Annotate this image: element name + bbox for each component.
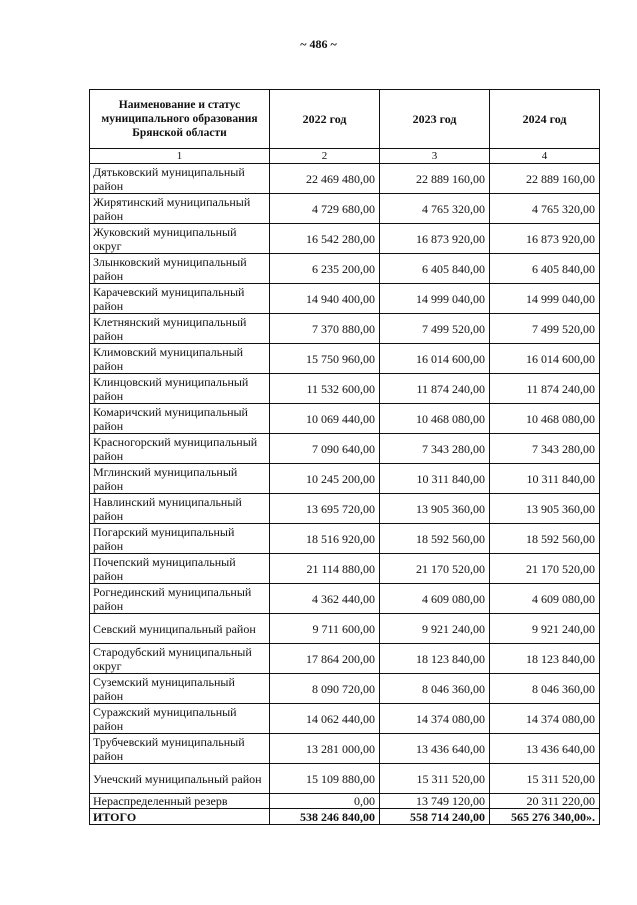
table-row (90, 224, 600, 254)
value-2024: 9 921 240,00 (490, 614, 600, 644)
total-2024: 565 276 340,00». (490, 809, 600, 825)
table-row (90, 734, 600, 764)
value-2022: 21 114 880,00 (270, 554, 380, 584)
value-2023: 18 123 840,00 (380, 644, 490, 674)
column-number: 4 (490, 149, 600, 164)
table-row (90, 584, 600, 614)
value-2024: 18 123 840,00 (490, 644, 600, 674)
column-number-row (90, 149, 600, 164)
value-2022: 15 109 880,00 (270, 764, 380, 794)
municipality-name: Злынковский муниципальный район (90, 254, 270, 284)
column-number: 3 (380, 149, 490, 164)
municipality-name: Клинцовский муниципальный район (90, 374, 270, 404)
value-2022: 4 362 440,00 (270, 584, 380, 614)
value-2023: 13 749 120,00 (380, 794, 490, 809)
municipality-name: Клетнянский муниципальный район (90, 314, 270, 344)
value-2024: 4 609 080,00 (490, 584, 600, 614)
municipality-name: Дятьковский муниципальный район (90, 164, 270, 194)
value-2024: 22 889 160,00 (490, 164, 600, 194)
table-row (90, 614, 600, 644)
value-2023: 22 889 160,00 (380, 164, 490, 194)
value-2022: 14 940 400,00 (270, 284, 380, 314)
municipality-name: Стародубский муниципальный округ (90, 644, 270, 674)
value-2023: 7 343 280,00 (380, 434, 490, 464)
value-2024: 10 311 840,00 (490, 464, 600, 494)
municipality-name: Мглинский муниципальный район (90, 464, 270, 494)
value-2024: 15 311 520,00 (490, 764, 600, 794)
municipality-name: Навлинский муниципальный район (90, 494, 270, 524)
municipality-name: Трубчевский муниципальный район (90, 734, 270, 764)
value-2023: 4 765 320,00 (380, 194, 490, 224)
municipality-name: Жирятинский муниципальный район (90, 194, 270, 224)
value-2022: 7 090 640,00 (270, 434, 380, 464)
value-2022: 22 469 480,00 (270, 164, 380, 194)
value-2022: 14 062 440,00 (270, 704, 380, 734)
value-2023: 13 436 640,00 (380, 734, 490, 764)
municipality-name: Почепский муниципальный район (90, 554, 270, 584)
value-2024: 18 592 560,00 (490, 524, 600, 554)
value-2024: 13 436 640,00 (490, 734, 600, 764)
value-2022: 13 281 000,00 (270, 734, 380, 764)
value-2022: 17 864 200,00 (270, 644, 380, 674)
table-row (90, 314, 600, 344)
value-2024: 16 873 920,00 (490, 224, 600, 254)
table-row (90, 344, 600, 374)
value-2022: 16 542 280,00 (270, 224, 380, 254)
value-2022: 10 245 200,00 (270, 464, 380, 494)
municipality-name: Унечский муниципальный район (90, 764, 270, 794)
municipality-name: Севский муниципальный район (90, 614, 270, 644)
value-2023: 4 609 080,00 (380, 584, 490, 614)
value-2022: 11 532 600,00 (270, 374, 380, 404)
municipality-name: Карачевский муниципальный район (90, 284, 270, 314)
value-2024: 6 405 840,00 (490, 254, 600, 284)
value-2024: 20 311 220,00 (490, 794, 600, 809)
table-row (90, 404, 600, 434)
table-row (90, 194, 600, 224)
table-row (90, 464, 600, 494)
budget-table (89, 89, 600, 825)
value-2023: 11 874 240,00 (380, 374, 490, 404)
value-2023: 21 170 520,00 (380, 554, 490, 584)
value-2024: 7 343 280,00 (490, 434, 600, 464)
value-2024: 14 999 040,00 (490, 284, 600, 314)
table-row (90, 284, 600, 314)
value-2023: 18 592 560,00 (380, 524, 490, 554)
table-row (90, 434, 600, 464)
header-2022: 2022 год (270, 90, 380, 149)
value-2022: 8 090 720,00 (270, 674, 380, 704)
table-row (90, 764, 600, 794)
table-row (90, 494, 600, 524)
total-row (90, 809, 600, 825)
value-2022: 7 370 880,00 (270, 314, 380, 344)
value-2024: 21 170 520,00 (490, 554, 600, 584)
value-2023: 14 999 040,00 (380, 284, 490, 314)
table-row (90, 524, 600, 554)
value-2024: 11 874 240,00 (490, 374, 600, 404)
table-row (90, 164, 600, 194)
header-2024: 2024 год (490, 90, 600, 149)
table-row (90, 374, 600, 404)
value-2023: 9 921 240,00 (380, 614, 490, 644)
column-number: 1 (90, 149, 270, 164)
value-2022: 10 069 440,00 (270, 404, 380, 434)
page-number: ~ 486 ~ (300, 37, 337, 51)
value-2022: 18 516 920,00 (270, 524, 380, 554)
table-row (90, 794, 600, 809)
value-2022: 9 711 600,00 (270, 614, 380, 644)
value-2023: 16 014 600,00 (380, 344, 490, 374)
municipality-name: Нераспределенный резерв (90, 794, 270, 809)
value-2022: 15 750 960,00 (270, 344, 380, 374)
header-2023: 2023 год (380, 90, 490, 149)
value-2023: 13 905 360,00 (380, 494, 490, 524)
table-row (90, 674, 600, 704)
municipality-name: Комаричский муниципальный район (90, 404, 270, 434)
value-2024: 8 046 360,00 (490, 674, 600, 704)
header-row (90, 90, 600, 149)
value-2022: 6 235 200,00 (270, 254, 380, 284)
value-2023: 8 046 360,00 (380, 674, 490, 704)
municipality-name: Суражский муниципальный район (90, 704, 270, 734)
municipality-name: Жуковский муниципальный округ (90, 224, 270, 254)
total-2023: 558 714 240,00 (380, 809, 490, 825)
table-body (90, 164, 600, 809)
value-2023: 10 311 840,00 (380, 464, 490, 494)
municipality-name: Погарский муниципальный район (90, 524, 270, 554)
municipality-name: Климовский муниципальный район (90, 344, 270, 374)
table-row (90, 704, 600, 734)
municipality-name: Рогнединский муниципальный район (90, 584, 270, 614)
value-2024: 14 374 080,00 (490, 704, 600, 734)
value-2023: 7 499 520,00 (380, 314, 490, 344)
value-2024: 10 468 080,00 (490, 404, 600, 434)
total-label: ИТОГО (90, 809, 270, 825)
value-2022: 0,00 (270, 794, 380, 809)
total-2022: 538 246 840,00 (270, 809, 380, 825)
table-row (90, 554, 600, 584)
value-2022: 13 695 720,00 (270, 494, 380, 524)
value-2023: 14 374 080,00 (380, 704, 490, 734)
value-2024: 7 499 520,00 (490, 314, 600, 344)
column-number: 2 (270, 149, 380, 164)
table-row (90, 254, 600, 284)
value-2024: 13 905 360,00 (490, 494, 600, 524)
header-municipality: Наименование и статус муниципального образования Брянской области (90, 90, 270, 149)
value-2024: 4 765 320,00 (490, 194, 600, 224)
value-2023: 10 468 080,00 (380, 404, 490, 434)
table-row (90, 644, 600, 674)
value-2022: 4 729 680,00 (270, 194, 380, 224)
municipality-name: Красногорский муниципальный район (90, 434, 270, 464)
value-2023: 6 405 840,00 (380, 254, 490, 284)
value-2024: 16 014 600,00 (490, 344, 600, 374)
value-2023: 15 311 520,00 (380, 764, 490, 794)
value-2023: 16 873 920,00 (380, 224, 490, 254)
municipality-name: Суземский муниципальный район (90, 674, 270, 704)
